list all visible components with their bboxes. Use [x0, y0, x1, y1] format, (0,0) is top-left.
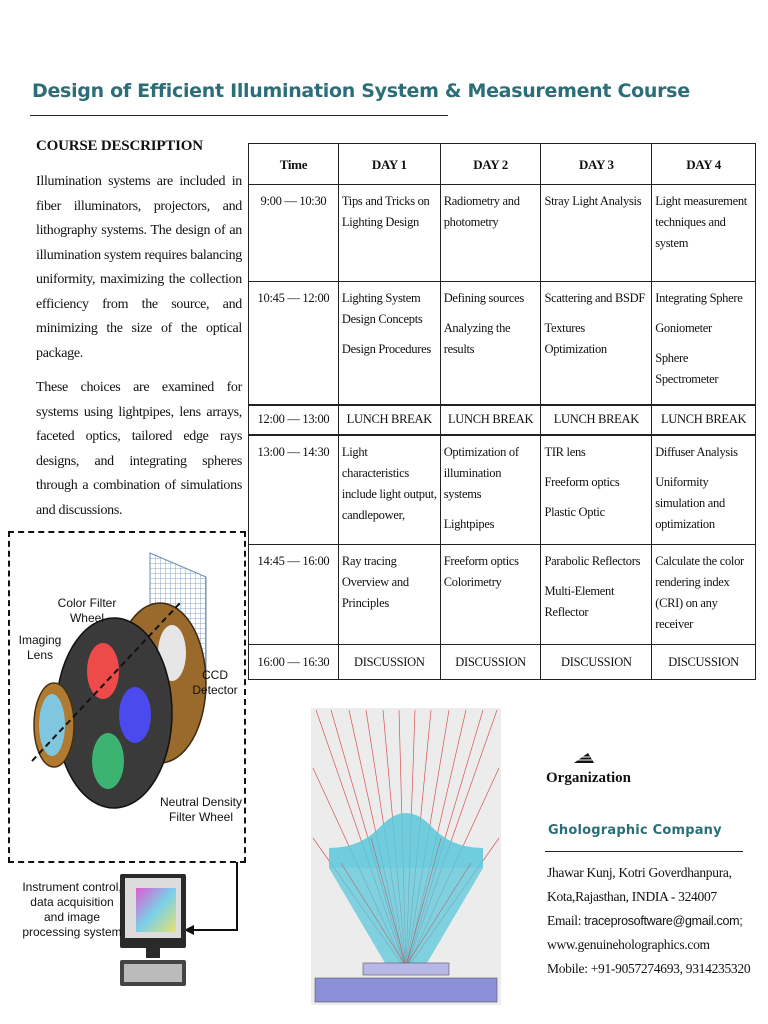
- schedule-row: [249, 185, 756, 282]
- session-text: Calculate the color rendering index (CRI) on any receiver: [655, 554, 744, 631]
- course-description-heading: COURSE DESCRIPTION: [36, 138, 203, 154]
- time-cell: 16:00 — 16:30: [249, 645, 339, 680]
- discussion-cell: DISCUSSION: [541, 645, 652, 680]
- system-label: Instrument control, data acquisition and image processing system: [22, 880, 122, 939]
- session-cell: [541, 185, 652, 282]
- session-text: Uniformity simulation and optimization: [655, 474, 725, 531]
- lunch-cell: LUNCH BREAK: [440, 405, 541, 435]
- time-cell: 10:45 — 12:00: [249, 282, 339, 405]
- nd-filter-wheel-label: Neutral Density Filter Wheel: [159, 795, 243, 824]
- schedule-row: [249, 282, 756, 405]
- contact-block: [547, 861, 750, 981]
- session-text: Optimization of illumination systems: [443, 444, 519, 501]
- session-text: Freeform optics: [544, 474, 620, 489]
- session-text: TIR lens: [544, 444, 586, 459]
- schedule-header-row: [249, 144, 756, 185]
- base-plate: [315, 978, 497, 1002]
- session-text: Sphere Spectrometer: [655, 351, 719, 386]
- session-cell: [440, 185, 541, 282]
- session-text: Ray tracing Overview and Principles: [341, 554, 409, 610]
- header-day-4: DAY 4: [652, 144, 756, 185]
- title-divider: [30, 115, 448, 116]
- organization-heading: Organization: [546, 770, 631, 786]
- color-filter-wheel-label: Color Filter Wheel: [57, 596, 117, 625]
- session-cell: [652, 282, 756, 405]
- session-cell: [338, 282, 440, 405]
- address-line-1: Jhawar Kunj, Kotri Goverdhanpura,: [547, 865, 732, 880]
- company-name: Gholographic Company: [548, 823, 722, 838]
- green-filter: [92, 733, 124, 789]
- discussion-cell: DISCUSSION: [652, 645, 756, 680]
- session-text: Plastic Optic: [544, 504, 605, 519]
- session-text: Lighting System Design Concepts: [341, 291, 423, 326]
- schedule-row: [249, 435, 756, 545]
- red-filter: [87, 643, 119, 699]
- address-line-2: Kota,Rajasthan, INDIA - 324007: [547, 889, 717, 904]
- session-text: Scattering and BSDF: [544, 291, 646, 305]
- blue-filter: [119, 687, 151, 743]
- email-label: Email:: [547, 913, 585, 928]
- session-text: Light measurement techniques and system: [655, 194, 747, 250]
- session-cell: [440, 282, 541, 405]
- imaging-lens-label: Imaging Lens: [18, 633, 62, 662]
- session-cell: [541, 545, 652, 645]
- description-paragraph-2: These choices are examined for systems using lightpipes, lens arrays, faceted optics, tailored edge rays designs, and integrating spheres through a combination of simulations and discussions.: [36, 380, 242, 518]
- session-cell: [652, 185, 756, 282]
- lunch-cell: LUNCH BREAK: [652, 405, 756, 435]
- ccd-detector-label: CCD Detector: [192, 668, 238, 697]
- session-cell: [652, 545, 756, 645]
- session-text: Light characteristics include light output, candlepower,: [341, 444, 437, 522]
- led-source: [363, 963, 449, 975]
- session-text: Analyzing the results: [443, 321, 511, 356]
- imaging-lens-glass: [39, 694, 65, 756]
- header-day-1: DAY 1: [338, 144, 440, 185]
- session-cell: [440, 545, 541, 645]
- discussion-cell: DISCUSSION: [338, 645, 440, 680]
- session-cell: [541, 282, 652, 405]
- session-text: Design Procedures: [341, 342, 431, 356]
- session-cell: [541, 435, 652, 545]
- session-text: Lightpipes: [443, 516, 495, 531]
- session-text: Freeform optics Colorimetry: [443, 554, 519, 589]
- discussion-cell: DISCUSSION: [440, 645, 541, 680]
- mobile-line: Mobile: +91-9057274693, 9314235320: [547, 961, 751, 976]
- session-text: Multi-Element Reflector: [544, 584, 615, 619]
- ray-trace-illustration: [311, 708, 501, 1005]
- session-text: Radiometry and photometry: [443, 194, 520, 229]
- session-cell: [652, 435, 756, 545]
- session-text: Goniometer: [655, 321, 712, 335]
- session-text: Parabolic Reflectors: [544, 554, 641, 568]
- course-description: [36, 170, 242, 533]
- schedule-row-discussion: [249, 645, 756, 680]
- lunch-cell: LUNCH BREAK: [541, 405, 652, 435]
- page-title: Design of Efficient Illumination System & Measurement Course: [32, 80, 690, 102]
- time-cell: 14:45 — 16:00: [249, 545, 339, 645]
- session-text: Stray Light Analysis: [544, 194, 642, 208]
- organization-logo: [572, 751, 596, 765]
- time-cell: 12:00 — 13:00: [249, 405, 339, 435]
- computer-icon: [118, 872, 192, 992]
- company-divider: [545, 851, 743, 852]
- schedule-row-lunch: [249, 405, 756, 435]
- header-day-2: DAY 2: [440, 144, 541, 185]
- session-cell: [338, 545, 440, 645]
- email-link[interactable]: traceprosoftware@gmail.com;: [584, 914, 743, 928]
- time-cell: 13:00 — 14:30: [249, 435, 339, 545]
- session-cell: [338, 435, 440, 545]
- session-text: Tips and Tricks on Lighting Design: [341, 194, 430, 229]
- session-text: Defining sources: [443, 291, 524, 305]
- lunch-cell: LUNCH BREAK: [338, 405, 440, 435]
- session-cell: [440, 435, 541, 545]
- description-paragraph-1: Illumination systems are included in fiber illuminators, projectors, and lithography systems. The design of an illumination system requires balancing uniformity, maximizing the collection efficiency from the source, and minimizing the size of the optical package.: [36, 174, 242, 361]
- schedule-row: [249, 545, 756, 645]
- session-text: Integrating Sphere: [655, 291, 743, 305]
- header-day-3: DAY 3: [541, 144, 652, 185]
- schedule-table: [248, 143, 756, 680]
- email-line: [547, 909, 750, 933]
- session-text: Textures Optimization: [544, 321, 607, 356]
- session-cell: [338, 185, 440, 282]
- website-link[interactable]: www.genuineholographics.com: [547, 937, 710, 952]
- header-time: Time: [249, 144, 339, 185]
- session-text: Diffuser Analysis: [655, 444, 738, 459]
- time-cell: 9:00 — 10:30: [249, 185, 339, 282]
